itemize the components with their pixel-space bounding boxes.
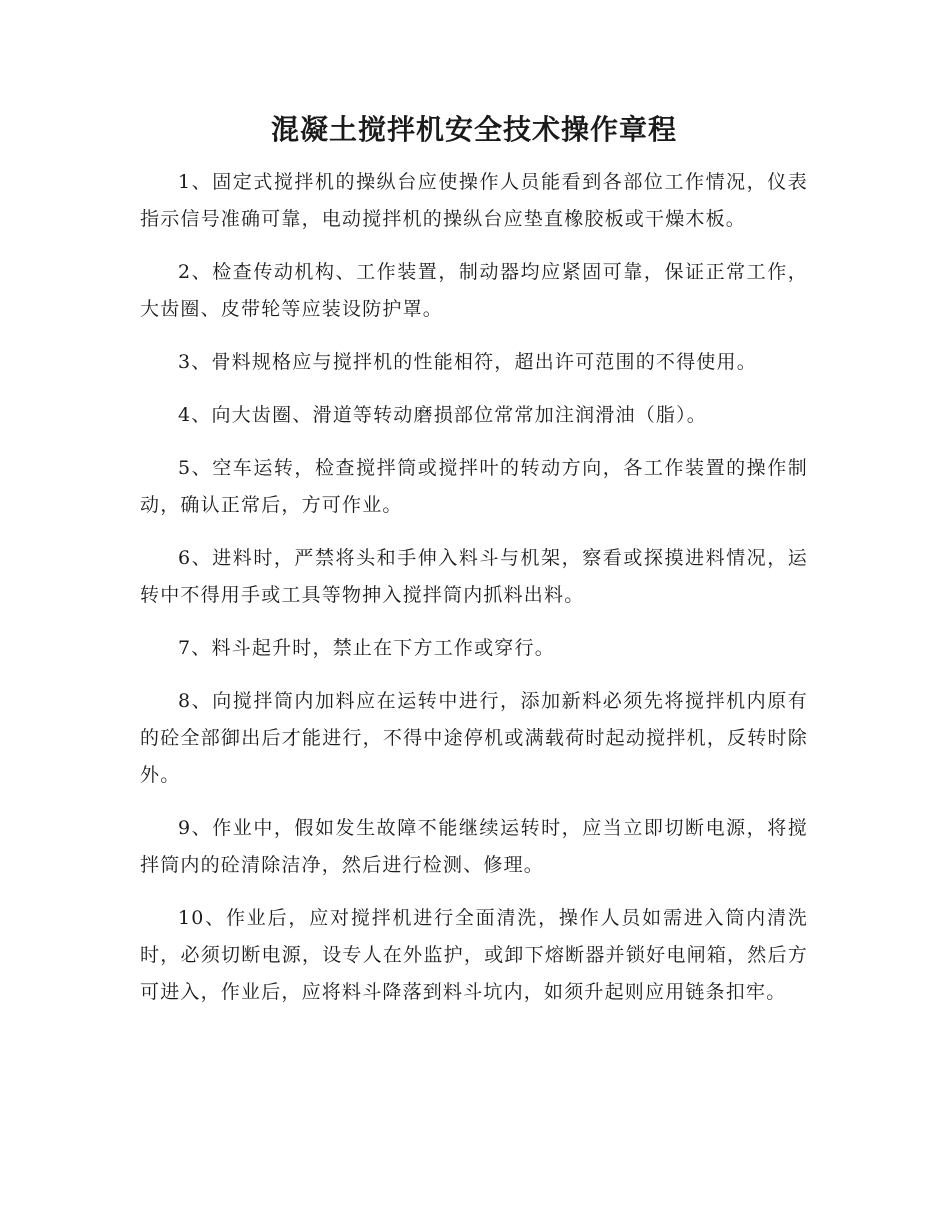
document-page [140, 108, 808, 1027]
document-title: 混凝土搅拌机安全技术操作章程 [270, 113, 677, 146]
paragraph-8: 8、向搅拌筒内加料应在运转中进行，添加新料必须先将搅拌机内原有的砼全部御出后才能进行，不得中途停机或满载荷时起动搅拌机，反转时除外。 [140, 690, 808, 786]
paragraph-6: 6、进料时，严禁将头和手伸入料斗与机架，察看或探摸进料情况，运转中不得用手或工具等物抻入搅拌筒内抓料出料。 [140, 547, 808, 606]
paragraph-9: 9、作业中，假如发生故障不能继续运转时，应当立即切断电源，将搅拌筒内的砼清除洁净，然后进行检测、修理。 [140, 817, 808, 876]
paragraph-4: 4、向大齿圈、滑道等转动磨损部位常常加注润滑油（脂）。 [178, 404, 707, 426]
paragraph-5: 5、空车运转，检查搅拌筒或搅拌叶的转动方向，各工作装置的操作制动，确认正常后，方可作业。 [140, 457, 808, 516]
paragraph-1: 1、固定式搅拌机的操纵台应使操作人员能看到各部位工作情况，仪表指示信号准确可靠，电动搅拌机的操纵台应垫直橡胶板或干燥木板。 [140, 171, 808, 230]
paragraph-3: 3、骨料规格应与搅拌机的性能相符，超出许可范围的不得使用。 [178, 351, 757, 373]
paragraph-2: 2、检查传动机构、工作装置，制动器均应紧固可靠，保证正常工作，大齿圈、皮带轮等应装设防护罩。 [140, 261, 808, 320]
paragraph-10: 10、作业后，应对搅拌机进行全面清洗，操作人员如需进入筒内清洗时，必须切断电源，设专人在外监护，或卸下熔断器并锁好电闸箱，然后方可进入，作业后，应将料斗降落到料斗坑内，如须升起则应用链条扣牢。 [140, 907, 808, 1003]
paragraph-7: 7、料斗起升时，禁止在下方工作或穿行。 [178, 637, 555, 659]
